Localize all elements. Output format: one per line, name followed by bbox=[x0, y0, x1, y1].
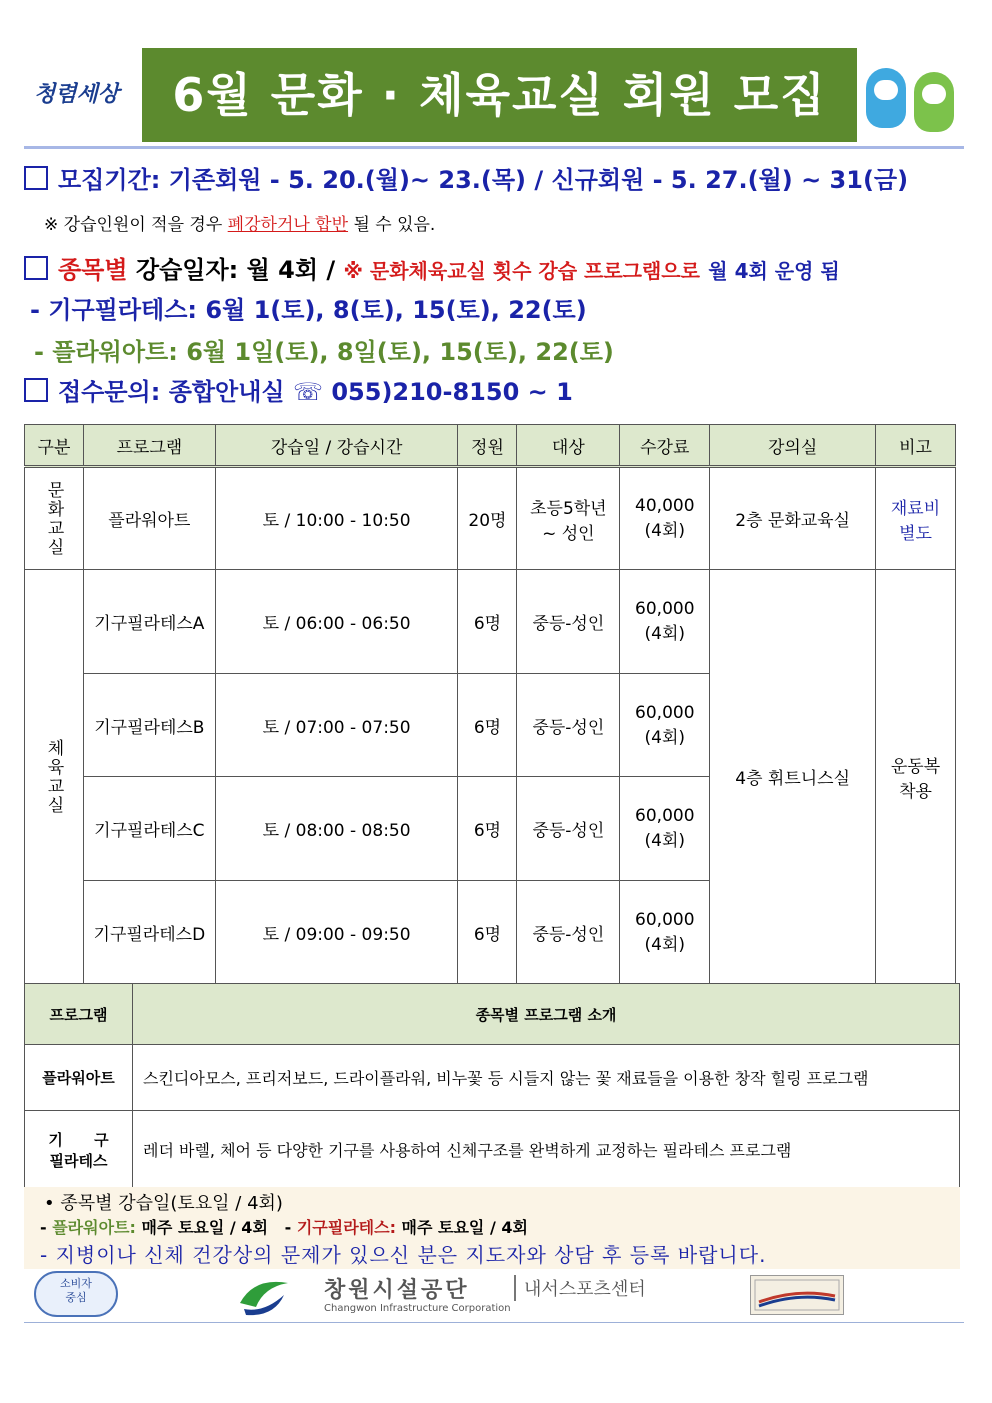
target-cell: 중등-성인 bbox=[517, 777, 620, 881]
intro-row bbox=[25, 1045, 960, 1111]
capacity-cell: 6명 bbox=[458, 570, 517, 674]
col-fee: 수강료 bbox=[620, 425, 710, 467]
table-row bbox=[25, 467, 956, 570]
pilates-dates: - 기구필라테스: 6월 1(토), 8(토), 15(토), 22(토) bbox=[30, 296, 587, 324]
table-row bbox=[25, 570, 956, 674]
cancel-note: ※ 강습인원이 적을 경우 폐강하거나 합반 될 수 있음. bbox=[44, 215, 436, 235]
room-cell: 2층 문화교육실 bbox=[710, 467, 876, 570]
note-cell: 운동복 착용 bbox=[876, 570, 956, 984]
col-room: 강의실 bbox=[710, 425, 876, 467]
intro-col-program: 프로그램 bbox=[25, 984, 133, 1045]
consumer-centered-badge: 소비자 중심 bbox=[34, 1271, 118, 1317]
intro-header-row bbox=[25, 984, 960, 1045]
schedule-table bbox=[24, 424, 956, 984]
time-cell: 토 / 08:00 - 08:50 bbox=[215, 777, 458, 881]
table-header-row bbox=[25, 425, 956, 467]
header bbox=[24, 44, 964, 144]
note-health: - 지병이나 신체 건강상의 문제가 있으신 분은 지도자와 상담 후 등록 바랍니다. bbox=[40, 1243, 767, 1267]
col-time: 강습일 / 강습시간 bbox=[215, 425, 458, 467]
time-cell: 토 / 10:00 - 10:50 bbox=[215, 467, 458, 570]
flower-dates: - 플라워아트: 6월 1일(토), 8일(토), 15(토), 22(토) bbox=[34, 338, 614, 366]
col-program: 프로그램 bbox=[83, 425, 215, 467]
mascot-blue-icon bbox=[866, 68, 906, 128]
center-name: 내서스포츠센터 bbox=[514, 1275, 646, 1301]
program-cell: 기구필라테스B bbox=[83, 674, 215, 777]
target-cell: 중등-성인 bbox=[517, 570, 620, 674]
category-culture: 문화교실 bbox=[43, 480, 64, 557]
capacity-cell: 6명 bbox=[458, 777, 517, 881]
col-note: 비고 bbox=[876, 425, 956, 467]
col-capacity: 정원 bbox=[458, 425, 517, 467]
page-title: 6월 문화 · 체육교실 회원 모집 bbox=[142, 48, 857, 142]
checkbox-icon bbox=[24, 166, 48, 190]
phone-icon: ☏ bbox=[292, 378, 323, 406]
clean-world-logo: 청렴세상 bbox=[34, 81, 120, 107]
intro-desc: 스킨디아모스, 프리저보드, 드라이플라워, 비누꽃 등 시들지 않는 꽃 재료들을 이용한 창작 힐링 프로그램 bbox=[133, 1045, 960, 1111]
program-cell: 기구필라테스A bbox=[83, 570, 215, 674]
mascot-icons bbox=[862, 64, 962, 134]
note-cell: 재료비 별도 bbox=[876, 467, 956, 570]
intro-row bbox=[25, 1111, 960, 1189]
capacity-cell: 6명 bbox=[458, 881, 517, 984]
program-cell: 기구필라테스D bbox=[83, 881, 215, 984]
time-cell: 토 / 07:00 - 07:50 bbox=[215, 674, 458, 777]
intro-col-desc: 종목별 프로그램 소개 bbox=[133, 984, 960, 1045]
program-cell: 기구필라테스C bbox=[83, 777, 215, 881]
org-sub: Changwon Infrastructure Corporation bbox=[324, 1303, 511, 1314]
program-intro-table bbox=[24, 983, 960, 1189]
col-target: 대상 bbox=[517, 425, 620, 467]
org-name: 창원시설공단 bbox=[324, 1278, 470, 1303]
fee-cell: 60,000 (4회) bbox=[620, 881, 710, 984]
capacity-cell: 20명 bbox=[458, 467, 517, 570]
footer bbox=[24, 1269, 964, 1325]
intro-desc: 레더 바렐, 체어 등 다양한 기구를 사용하여 신체구조를 완벽하게 교정하는 필라테스 프로그램 bbox=[133, 1111, 960, 1189]
fee-cell: 40,000 (4회) bbox=[620, 467, 710, 570]
fee-cell: 60,000 (4회) bbox=[620, 674, 710, 777]
schedule-line: 종목별 강습일자: 월 4회 / ※ 문화체육교실 횟수 강습 프로그램으로 월 4회 운영 됨 bbox=[24, 250, 840, 285]
program-cell: 플라워아트 bbox=[83, 467, 215, 570]
room-cell: 4층 휘트니스실 bbox=[710, 570, 876, 984]
changwon-logo-icon bbox=[234, 1273, 294, 1319]
footer-divider bbox=[24, 1322, 964, 1323]
intro-name: 기 구 필라테스 bbox=[25, 1111, 133, 1189]
intro-name: 플라워아트 bbox=[25, 1045, 133, 1111]
note-weekly: - 플라워아트: 매주 토요일 / 4회 - 기구필라테스: 매주 토요일 / 4회 bbox=[40, 1218, 528, 1237]
certificate-badge-icon bbox=[750, 1275, 844, 1315]
note-schedule: • 종목별 강습일(토요일 / 4회) bbox=[44, 1193, 283, 1214]
mascot-green-icon bbox=[914, 72, 954, 132]
fee-cell: 60,000 (4회) bbox=[620, 570, 710, 674]
target-cell: 초등5학년 ~ 성인 bbox=[517, 467, 620, 570]
fee-cell: 60,000 (4회) bbox=[620, 777, 710, 881]
contact-line: 접수문의: 종합안내실 ☏ 055)210-8150 ~ 1 bbox=[24, 372, 573, 407]
checkbox-icon bbox=[24, 378, 48, 402]
col-category: 구분 bbox=[25, 425, 84, 467]
notes-box bbox=[24, 1187, 960, 1269]
target-cell: 중등-성인 bbox=[517, 674, 620, 777]
recruit-period: 모집기간: 기존회원 - 5. 20.(월)~ 23.(목) / 신규회원 - 5. 27.(월) ~ 31(금) bbox=[24, 160, 908, 195]
time-cell: 토 / 06:00 - 06:50 bbox=[215, 570, 458, 674]
target-cell: 중등-성인 bbox=[517, 881, 620, 984]
checkbox-icon bbox=[24, 256, 48, 280]
capacity-cell: 6명 bbox=[458, 674, 517, 777]
header-divider bbox=[24, 146, 964, 149]
time-cell: 토 / 09:00 - 09:50 bbox=[215, 881, 458, 984]
category-sports: 체육교실 bbox=[43, 738, 64, 815]
